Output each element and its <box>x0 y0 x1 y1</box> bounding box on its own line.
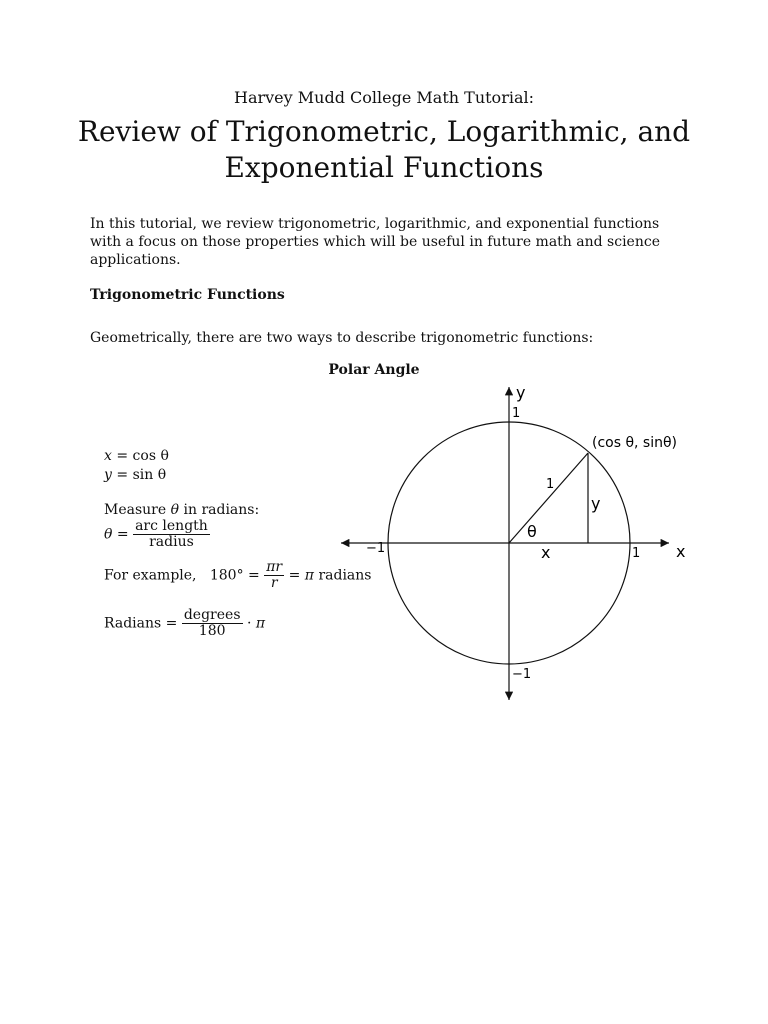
point-label: (cos θ, sinθ) <box>592 435 678 451</box>
example-result: π <box>304 567 314 584</box>
leg-y-label: y <box>591 494 601 513</box>
leg-x-label: x <box>541 543 551 562</box>
x-symbol: x <box>104 448 112 464</box>
figure-heading: Polar Angle <box>328 362 420 378</box>
section-heading: Trigonometric Functions <box>90 287 285 303</box>
example-unit: radians <box>318 567 372 584</box>
degrees-denominator: 180 <box>198 623 226 639</box>
radius-line <box>509 453 588 543</box>
x-axis-label: x <box>676 542 686 561</box>
angle-theta-label: θ <box>527 522 537 541</box>
measure-text-a: Measure <box>104 502 167 518</box>
example-prefix: For example, <box>104 567 197 584</box>
y-equation: y = sin θ <box>104 467 167 483</box>
example-degrees: 180° <box>209 567 244 584</box>
hypotenuse-label: 1 <box>546 477 555 492</box>
y-axis-label: y <box>516 383 526 402</box>
x-tick-minus-1: −1 <box>366 541 386 556</box>
measure-theta: θ <box>170 502 180 518</box>
geometric-description: Geometrically, there are two ways to describe trigonometric functions: <box>90 330 594 346</box>
intro-paragraph: In this tutorial, we review trigonometric, logarithmic, and exponential functions with a focus on those properties which will be useful in future math and science applications. <box>90 216 660 268</box>
measure-text-b: in radians: <box>183 502 260 518</box>
sin-expression: sin θ <box>132 467 167 483</box>
x-equation: x = cos θ <box>104 448 169 464</box>
theta-definition: θ = $\frac{\text{arc length}}{\text{radius}}$ <box>104 518 208 550</box>
radians-formula: Radians = $\frac{\text{degrees}}{180}$ · π <box>104 607 266 639</box>
example-line: For example, 180° = $\frac{\pi r}{r}$ = π radians <box>104 559 372 591</box>
radians-lhs: Radians <box>104 615 162 632</box>
pi-r-numerator: πr <box>266 559 283 575</box>
tutorial-subtitle: Harvey Mudd College Math Tutorial: <box>234 88 534 107</box>
r-denominator: r <box>270 575 278 591</box>
radians-pi: π <box>255 615 266 632</box>
y-tick-minus-1: −1 <box>512 667 532 682</box>
x-tick-1: 1 <box>632 546 641 561</box>
cos-expression: cos θ <box>132 448 169 464</box>
radius-denominator: radius <box>149 534 194 550</box>
theta-lhs: θ <box>104 526 113 543</box>
page-title-line-1: Review of Trigonometric, Logarithmic, and <box>77 115 691 148</box>
degrees-numerator: degrees <box>183 607 241 623</box>
page-title-line-2: Exponential Functions <box>224 151 544 184</box>
y-symbol: y <box>104 467 112 483</box>
arc-length-numerator: arc length <box>135 518 208 534</box>
y-tick-1: 1 <box>512 406 521 421</box>
